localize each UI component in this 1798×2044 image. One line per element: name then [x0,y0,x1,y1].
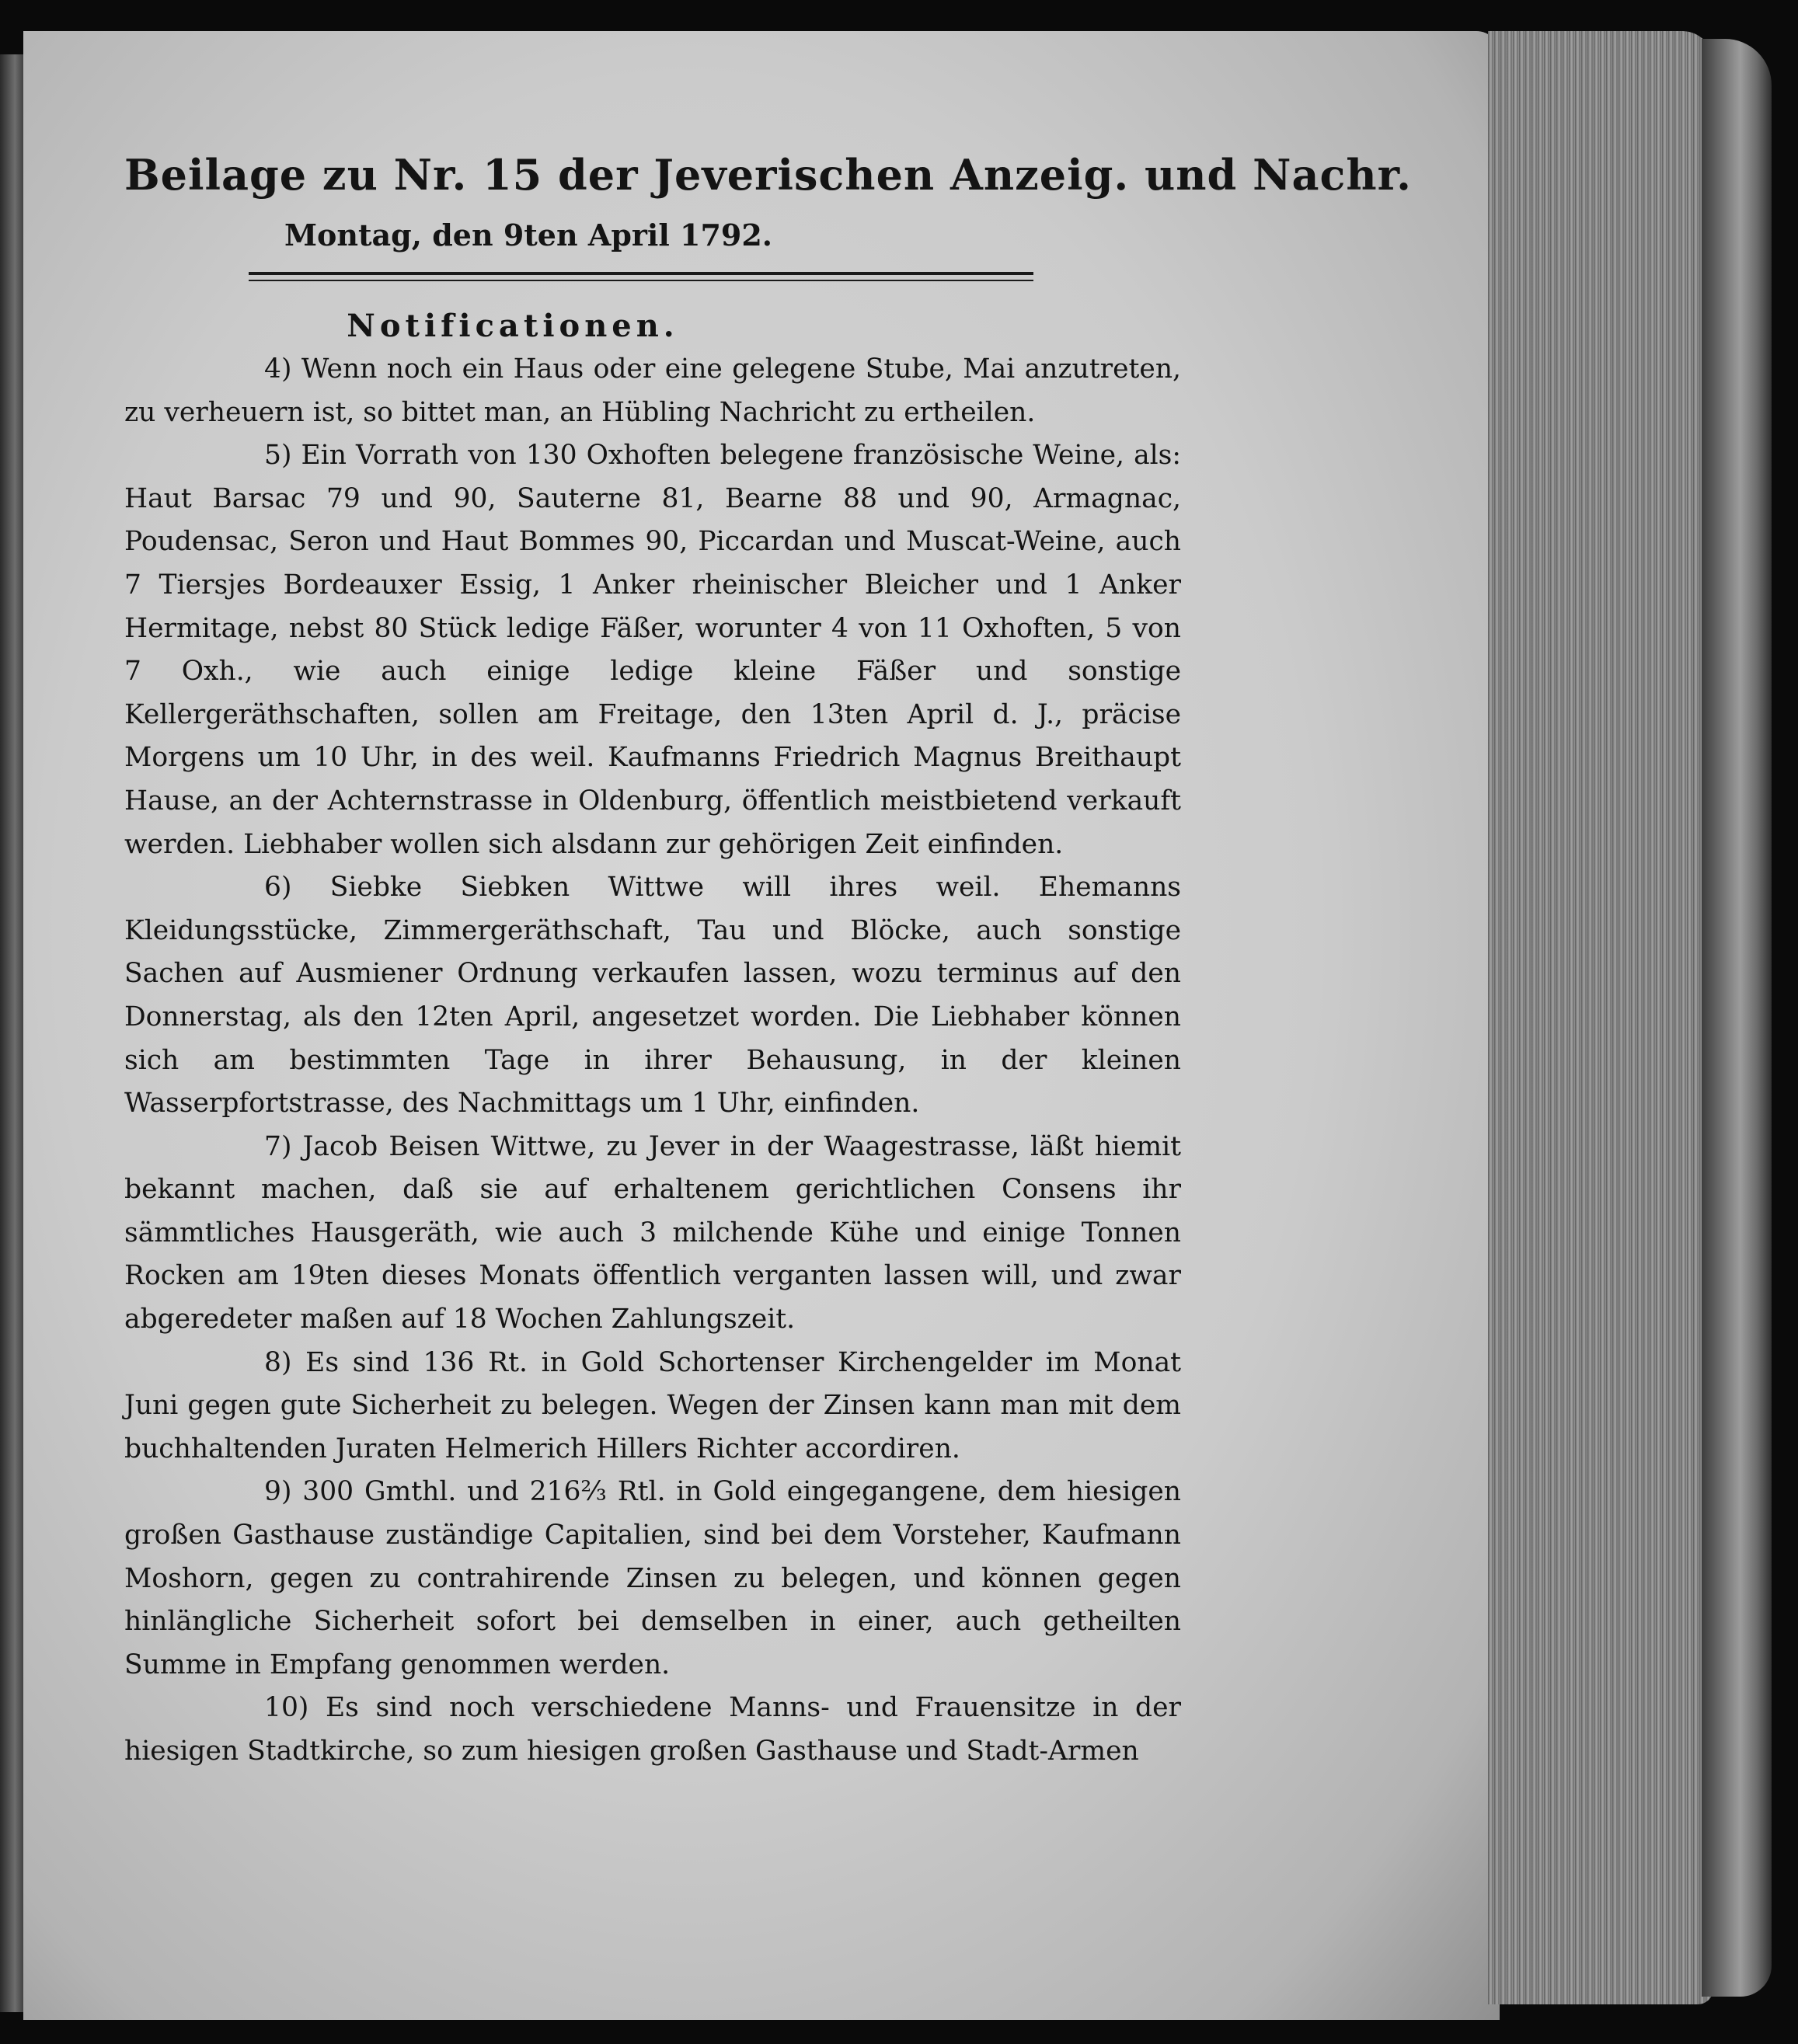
notice-item [124,866,1181,1126]
notice-item [124,1471,1181,1687]
issue-date: Montag, den 9ten April 1792. [284,218,773,252]
notice-item [124,1126,1181,1342]
notice-number: 6) [264,872,292,904]
notice-text: Es sind 136 Rt. in Gold Schortenser Kirchengelder im Monat Juni gegen gute Sicherheit zu belegen. Wegen der Zinsen kann man mit dem buchhaltenden Juraten Helmerich Hillers Richter accordiren. [124,1346,1182,1464]
supplement-title: Beilage zu Nr. 15 der Jeverischen Anzeig. und Nachr. [124,150,1412,200]
notice-item [124,434,1181,866]
notice-item [124,1687,1181,1773]
notice-text: Es sind noch verschiedene Manns- und Frauensitze in der hiesigen Stadtkirche, so zum hiesigen großen Gasthause und Stadt-Armen [124,1692,1182,1767]
notice-number: 4) [264,353,292,385]
notice-text: Ein Vorrath von 130 Oxhoften belegene französische Weine, als: Haut Barsac 79 und 90, Sauterne 81, Bearne 88 und 90, Armagnac, Poudensac, Seron und Haut Bommes 90, Piccardan und Muscat-Weine, auch 7 Tiersjes Bordeauxer Essig, 1 Anker rheinischer Bleicher und 1 Anker Hermitage, nebst 80 Stück ledige Fäßer, worunter 4 von 11 Oxhoften, 5 von 7 Oxh., wie auch einige ledige kleine Fäßer und sonstige Kellergeräthschaften, sollen am Freitage, den 13ten April d. J., präcise Morgens um 10 Uhr, in des weil. Kaufmanns Friedrich Magnus Breithaupt Hause, an der Achternstrasse in Oldenburg, öffentlich meistbietend verkauft werden. Liebhaber wollen sich alsdann zur gehörigen Zeit einfinden. [124,440,1181,860]
page-content [124,148,1412,1774]
page-stack-edges [1488,31,1713,2004]
notice-number: 9) [264,1476,292,1508]
section-heading: Notificationen. [347,308,679,344]
notice-number: 8) [264,1346,292,1378]
notice-number: 7) [264,1130,292,1162]
double-rule-divider [249,272,1033,281]
notice-text: Siebke Siebken Wittwe will ihres weil. Ehemanns Kleidungsstücke, Zimmergeräthschaft, Tau und Blöcke, auch sonstige Sachen auf Ausmiener Ordnung verkaufen lassen, wozu terminus auf den Donnerstag, als den 12ten April, angesetzet worden. Die Liebhaber können sich am bestimmten Tage in ihrer Behausung, in der kleinen Wasserpfortstrasse, des Nachmittags um 1 Uhr, einfinden. [124,872,1182,1119]
book-cover-edge [1702,39,1772,1997]
notice-text: 300 Gmthl. und 216⅔ Rtl. in Gold eingegangene, dem hiesigen großen Gasthause zuständige Capitalien, sind bei dem Vorsteher, Kaufmann Moshorn, gegen zu contrahirende Zinsen zu belegen, und können gegen hinlängliche Sicherheit sofort bei demselben in einer, auch getheilten Summe in Empfang genommen werden. [124,1476,1181,1680]
notice-text: Jacob Beisen Wittwe, zu Jever in der Waagestrasse, läßt hiemit bekannt machen, daß sie auf erhaltenem gerichtlichen Consens ihr sämmtliches Hausgeräth, wie auch 3 milchende Kühe und einige Tonnen Rocken am 19ten dieses Monats öffentlich verganten lassen will, und zwar abgeredeter maßen auf 18 Wochen Zahlungszeit. [124,1130,1181,1335]
notice-number: 5) [264,440,292,472]
notice-number: 10) [264,1692,309,1724]
notice-item [124,1342,1181,1471]
notice-text: Wenn noch ein Haus oder eine gelegene Stube, Mai anzutreten, zu verheuern ist, so bittet man, an Hübling Nachricht zu ertheilen. [124,353,1182,428]
notice-item [124,348,1181,434]
left-page-edge [0,54,25,2012]
